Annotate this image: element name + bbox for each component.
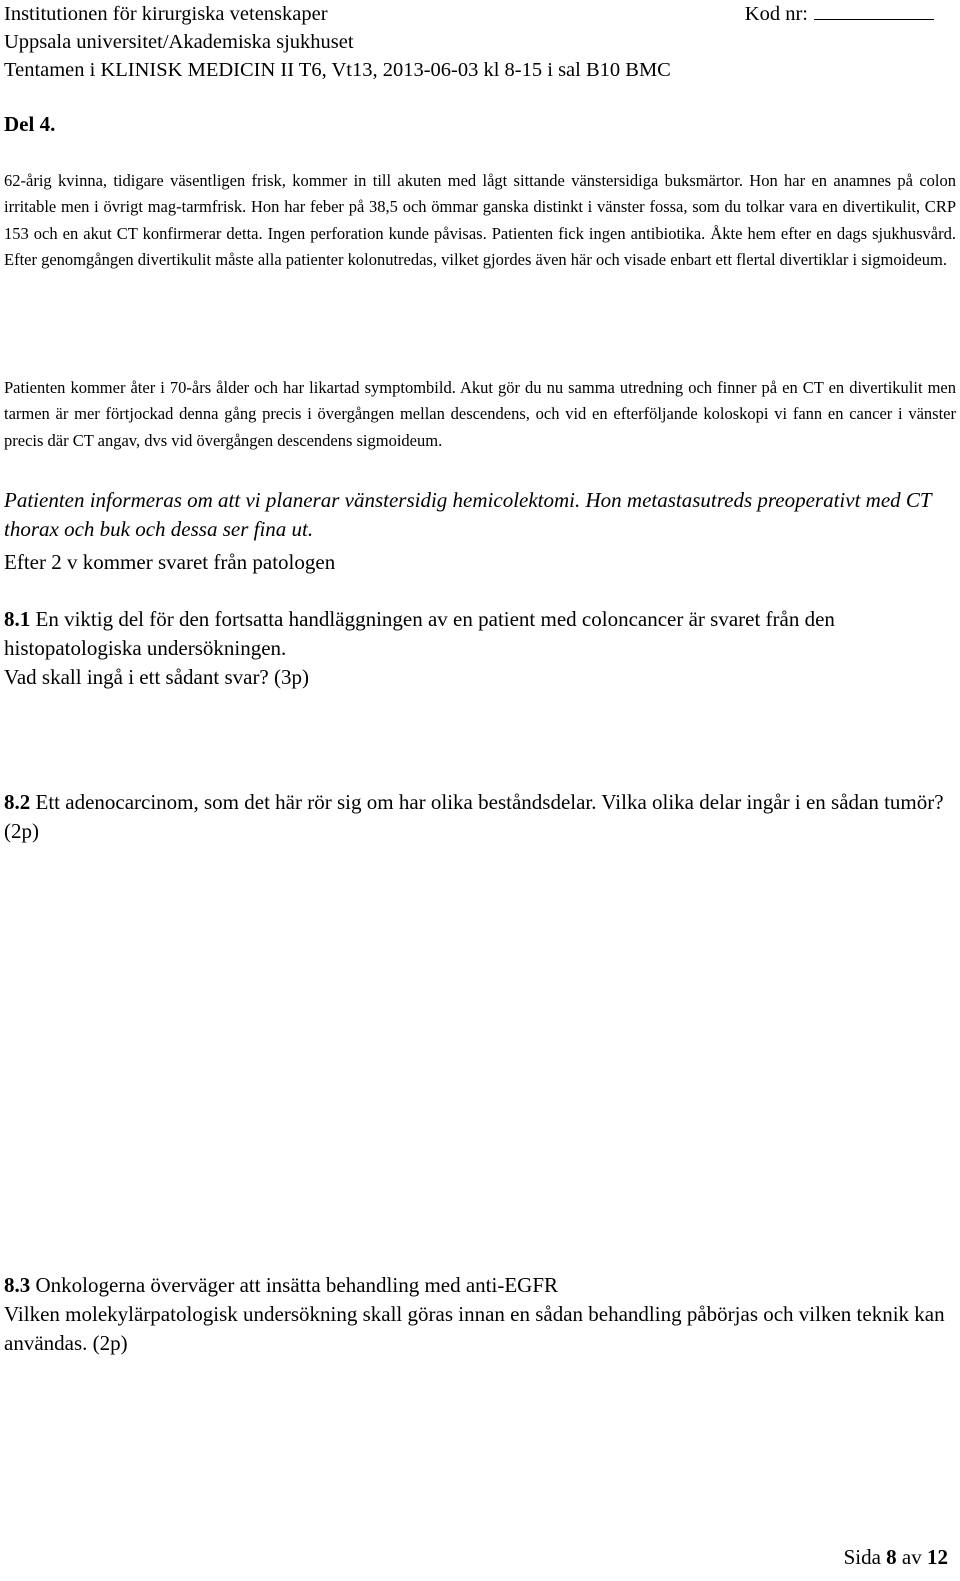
question-8-3-number: 8.3 [4, 1273, 31, 1297]
question-8-3 [4, 1271, 954, 1358]
code-number-label: Kod nr: [744, 3, 808, 25]
page-number-current: 8 [886, 1545, 897, 1569]
question-8-3-text: Onkologerna överväger att insätta behandling med anti-EGFR [30, 1273, 559, 1297]
page-number-total: 12 [927, 1545, 948, 1569]
question-8-1-text: En viktig del för den fortsatta handläggningen av en patient med coloncancer är svaret från den histopatologiska undersökningen. [4, 607, 835, 660]
question-8-1-prompt: Vad skall ingå i ett sådant svar? (3p) [4, 665, 309, 689]
case-italic-note: Patienten informeras om att vi planerar vänstersidig hemicolektomi. Hon metastasutreds preoperativt med CT thorax och buk och dessa ser fina ut. [4, 488, 932, 541]
code-number-field [745, 0, 934, 28]
page-number [844, 1543, 948, 1572]
section-heading: Del 4. [4, 112, 56, 136]
header-exam-title: Tentamen i KLINISK MEDICIN II T6, Vt13, 2013-06-03 kl 8-15 i sal B10 BMC [4, 59, 671, 81]
question-8-1-number: 8.1 [4, 607, 31, 631]
case-paragraph-2: Patienten kommer åter i 70-års ålder och har likartad symptombild. Akut gör du nu samma utredning och finner på en CT en divertikulit men tarmen är mer förtjockad denna gång precis i övergången mellan descendens, och vid en efterföljande koloskopi vi fann en cancer i vänster precis där CT angav, dvs vid övergången descendens sigmoideum. [4, 378, 956, 450]
page-number-prefix: Sida [843, 1545, 887, 1569]
question-8-2-line [4, 788, 954, 846]
question-8-2-text: Ett adenocarcinom, som det här rör sig om har olika beståndsdelar. Vilka olika delar ingår i en sådan tumör? (2p) [4, 790, 944, 843]
case-pathology-note: Efter 2 v kommer svaret från patologen [4, 550, 336, 574]
question-8-3-line [4, 1271, 954, 1300]
case-paragraph-1: 62-årig kvinna, tidigare väsentligen frisk, kommer in till akuten med lågt sittande vänstersidiga buksmärtor. Hon har en anamnes på colon irritable men i övrigt mag-tarmfrisk. Hon har feber på 38,5 och ömmar ganska distinkt i vänster fossa, som du tolkar vara en divertikulit, CRP 153 och en akut CT konfirmerar detta. Ingen perforation kunde påvisas. Patienten fick ingen antibiotika. Åkte hem efter en dags sjukhusvård. Efter genomgången divertikulit måste alla patienter kolonutredas, vilket gjordes även här och visade enbart ett flertal divertiklar i sigmoideum. [4, 171, 956, 270]
page-header [4, 0, 956, 84]
header-institution: Institutionen för kirurgiska vetenskaper [4, 3, 328, 25]
question-8-2 [4, 788, 954, 846]
question-8-1-line [4, 605, 954, 663]
question-8-1 [4, 605, 954, 692]
page-number-middle: av [896, 1545, 927, 1569]
question-8-2-number: 8.2 [4, 790, 31, 814]
question-8-3-prompt: Vilken molekylärpatologisk undersökning skall göras innan en sådan behandling påbörjas och vilken teknik kan användas. (2p) [4, 1302, 945, 1355]
header-university: Uppsala universitet/Akademiska sjukhuset [4, 31, 354, 53]
code-number-blank [814, 1, 934, 20]
